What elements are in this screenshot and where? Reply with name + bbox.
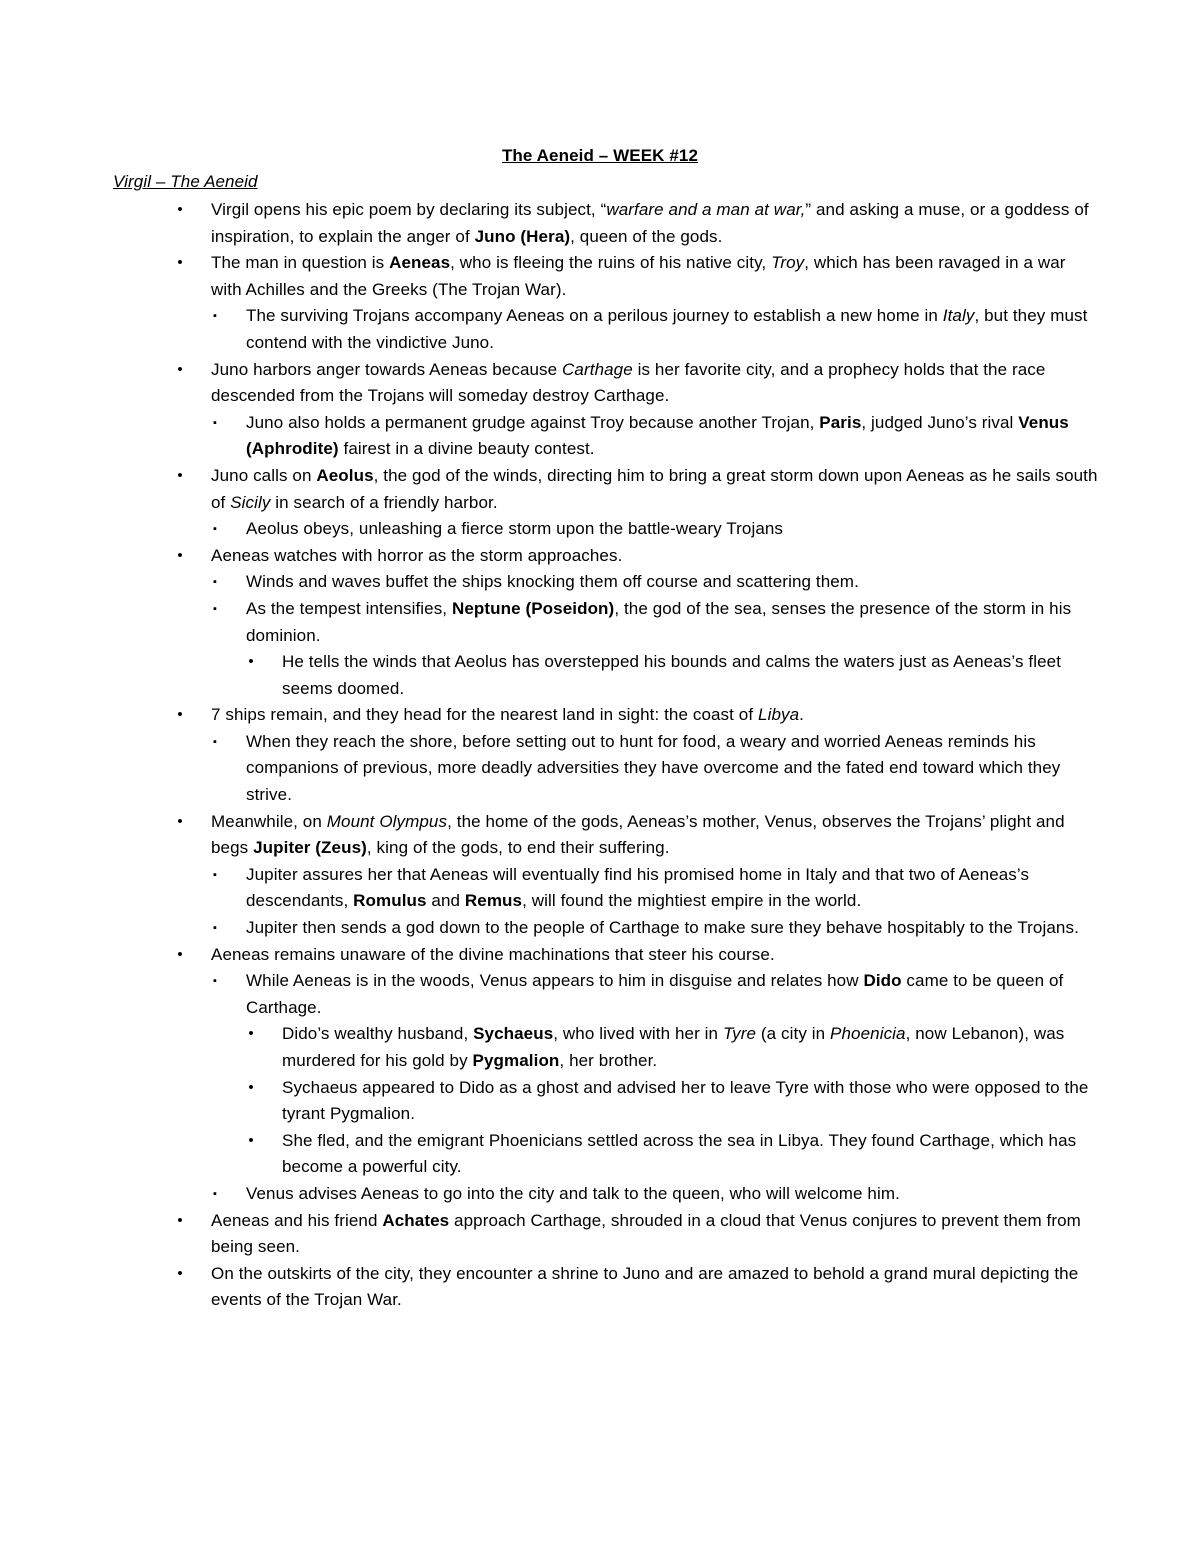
- list-item-text: [211, 809, 1100, 862]
- italic-text: warfare and a man at war,: [606, 200, 806, 219]
- text-run: , judged Juno’s rival: [861, 412, 1019, 432]
- bold-text: Aeolus: [316, 465, 374, 485]
- bullet-icon: •: [177, 812, 183, 830]
- list-item: [0, 1021, 1200, 1074]
- text-run: He tells the winds that Aeolus has overstepped his bounds and calms the waters just as Aeneas’s fleet seems doomed.: [282, 652, 1062, 698]
- italic-text: Carthage: [562, 359, 633, 379]
- list-item-text: [246, 968, 1100, 1021]
- text-run: in search of a friendly harbor.: [270, 492, 498, 512]
- text-run: , now Lebanon), was murdered for his gold by: [282, 1024, 1065, 1070]
- bullet-icon: •: [177, 360, 183, 378]
- text-run: , who lived with her in: [553, 1024, 723, 1044]
- square-bullet-icon: ▪: [213, 868, 217, 881]
- list-item: [0, 729, 1200, 809]
- text-run: .: [799, 705, 804, 725]
- bullet-icon: •: [248, 1078, 254, 1096]
- text-run: Aeneas watches with horror as the storm approaches.: [211, 545, 623, 565]
- bullet-icon: •: [177, 1264, 183, 1282]
- italic-text: Tyre: [722, 1024, 757, 1044]
- text-run: As the tempest intensifies,: [246, 598, 452, 618]
- list-item: [0, 649, 1200, 702]
- bold-text: Dido: [863, 971, 902, 991]
- list-item-text: [211, 250, 1100, 303]
- text-run: While Aeneas is in the woods, Venus appears to him in disguise and relates how: [246, 971, 864, 991]
- list-item: [0, 250, 1200, 303]
- text-run: (a city in: [756, 1024, 831, 1044]
- document-title: The Aeneid – WEEK #12: [501, 146, 699, 165]
- bold-text: Juno (Hera): [474, 226, 571, 246]
- list-item: [0, 1261, 1200, 1314]
- bold-text: Venus (Aphrodite): [246, 412, 1069, 459]
- text-run: Jupiter assures her that Aeneas will eventually find his promised home in Italy and that two of Aeneas’s descendants,: [246, 864, 1030, 911]
- text-run: is her favorite city, and a prophecy holds that the race descended from the Trojans will someday destroy Carthage.: [211, 359, 1046, 406]
- list-item-text: [282, 649, 1100, 702]
- bold-text: Pygmalion: [472, 1051, 560, 1070]
- text-run: Aeneas and his friend: [211, 1210, 383, 1230]
- bullet-icon: •: [177, 201, 183, 218]
- bold-text: Paris: [819, 412, 862, 432]
- list-item: [0, 197, 1200, 250]
- bullet-icon: •: [248, 1025, 254, 1043]
- text-run: 7 ships remain, and they head for the nearest land in sight: the coast of: [211, 705, 759, 725]
- text-run: Jupiter then sends a god down to the people of Carthage to make sure they behave hospitably to the Trojans.: [246, 918, 1079, 938]
- text-run: Virgil opens his epic poem by declaring its subject, “: [211, 200, 607, 219]
- text-run: On the outskirts of the city, they encounter a shrine to Juno and are amazed to behold a grand mural depicting the events of the Trojan War.: [211, 1263, 1079, 1310]
- list-item-text: [211, 543, 1100, 570]
- text-run: , queen of the gods.: [570, 226, 723, 246]
- text-run: Aeolus obeys, unleashing a fierce storm upon the battle-weary Trojans: [246, 519, 784, 539]
- text-run: , the god of the sea, senses the presence of the storm in his dominion.: [246, 598, 1072, 645]
- bold-text: Aeneas: [389, 253, 451, 273]
- bold-text: Sychaeus: [473, 1024, 554, 1044]
- text-run: , who is fleeing the ruins of his native city,: [450, 253, 772, 273]
- bullet-icon: •: [248, 1131, 254, 1149]
- text-run: , the god of the winds, directing him to bring a great storm down upon Aeneas as he sails south of: [211, 465, 1098, 512]
- list-item-text: [246, 596, 1100, 649]
- bullet-icon: •: [177, 254, 183, 272]
- list-item: [0, 543, 1200, 570]
- list-item: [0, 303, 1200, 356]
- text-run: , king of the gods, to end their suffering.: [366, 838, 670, 858]
- list-item-text: [246, 862, 1100, 915]
- list-item-text: [246, 516, 1100, 543]
- list-item-text: [211, 197, 1100, 250]
- text-run: Meanwhile, on: [211, 811, 327, 831]
- text-run: , but they must contend with the vindictive Juno.: [246, 306, 1088, 352]
- text-run: She fled, and the emigrant Phoenicians settled across the sea in Libya. They found Carthage, which has become a powerful city.: [282, 1130, 1077, 1177]
- list-item-text: [282, 1021, 1100, 1074]
- square-bullet-icon: ▪: [213, 602, 217, 615]
- square-bullet-icon: ▪: [213, 416, 217, 429]
- bold-text: Remus: [464, 891, 523, 911]
- square-bullet-icon: ▪: [213, 1187, 217, 1200]
- list-item-text: [211, 357, 1100, 410]
- text-run: Juno calls on: [211, 465, 317, 485]
- bullet-icon: •: [177, 1211, 183, 1229]
- list-item: [0, 410, 1200, 463]
- square-bullet-icon: ▪: [213, 975, 217, 988]
- bold-text: Achates: [382, 1210, 450, 1230]
- bullet-icon: •: [177, 546, 183, 564]
- notes-list: [0, 197, 1200, 1314]
- square-bullet-icon: ▪: [213, 310, 217, 323]
- list-item: [0, 1075, 1200, 1128]
- text-run: Juno harbors anger towards Aeneas because: [211, 359, 563, 379]
- bullet-icon: •: [248, 653, 254, 671]
- list-item: [0, 702, 1200, 729]
- italic-text: Italy: [942, 306, 975, 326]
- list-item: [0, 968, 1200, 1021]
- bullet-icon: •: [177, 466, 183, 484]
- square-bullet-icon: ▪: [213, 576, 217, 589]
- list-item-text: [246, 729, 1100, 809]
- bold-text: Neptune (Poseidon): [451, 598, 615, 618]
- list-item-text: [211, 942, 1100, 969]
- list-item: [0, 1128, 1200, 1181]
- list-item-text: [246, 1181, 1100, 1208]
- list-item-text: [211, 702, 1100, 729]
- list-item-text: [246, 569, 1100, 596]
- text-run: , will found the mightiest empire in the world.: [522, 891, 862, 911]
- list-item-text: [282, 1128, 1100, 1181]
- text-run: Sychaeus appeared to Dido as a ghost and advised her to leave Tyre with those who were opposed to the tyrant Pygmalion.: [282, 1077, 1089, 1124]
- text-run: Winds and waves buffet the ships knocking them off course and scattering them.: [246, 572, 859, 592]
- list-item-text: [282, 1075, 1100, 1128]
- list-item: [0, 516, 1200, 543]
- list-item-text: [246, 410, 1100, 463]
- list-item: [0, 357, 1200, 410]
- list-item: [0, 463, 1200, 516]
- list-item: [0, 862, 1200, 915]
- italic-text: Sicily: [230, 492, 271, 512]
- italic-text: Libya: [758, 705, 800, 725]
- text-run: , the home of the gods, Aeneas’s mother, Venus, observes the Trojans’ plight and begs: [211, 811, 1065, 858]
- bullet-icon: •: [177, 945, 183, 963]
- square-bullet-icon: ▪: [213, 523, 217, 536]
- bold-text: Jupiter (Zeus): [253, 838, 367, 858]
- bold-text: Romulus: [353, 891, 427, 911]
- italic-text: Mount Olympus: [326, 811, 448, 831]
- list-item: [0, 569, 1200, 596]
- text-run: and: [426, 891, 465, 911]
- text-run: When they reach the shore, before setting out to hunt for food, a weary and worried Aeneas reminds his companions of previous, more deadly adversities they have overcome and the fated end toward which they strive.: [246, 731, 1061, 805]
- text-run: The surviving Trojans accompany Aeneas on a perilous journey to establish a new home in: [246, 306, 943, 326]
- text-run: Aeneas remains unaware of the divine machinations that steer his course.: [211, 944, 775, 964]
- list-item: [0, 596, 1200, 649]
- section-heading: Virgil – The Aeneid: [113, 172, 258, 191]
- list-item: [0, 1181, 1200, 1208]
- square-bullet-icon: ▪: [213, 735, 217, 748]
- list-item: [0, 915, 1200, 942]
- list-item-text: [211, 1208, 1100, 1261]
- text-run: Juno also holds a permanent grudge against Troy because another Trojan,: [246, 412, 820, 432]
- list-item: [0, 942, 1200, 969]
- text-run: Venus advises Aeneas to go into the city and talk to the queen, who will welcome him.: [246, 1183, 900, 1203]
- text-run: approach Carthage, shrouded in a cloud that Venus conjures to prevent them from being seen.: [211, 1210, 1081, 1257]
- list-item-text: [211, 463, 1100, 516]
- italic-text: Troy: [771, 253, 805, 273]
- text-run: came to be queen of Carthage.: [246, 971, 1064, 1017]
- list-item: [0, 1208, 1200, 1261]
- text-run: , her brother.: [559, 1051, 658, 1070]
- list-item: [0, 809, 1200, 862]
- text-run: The man in question is: [211, 253, 390, 273]
- bullet-icon: •: [177, 706, 183, 724]
- italic-text: Phoenicia: [830, 1024, 906, 1044]
- text-run: ” and asking a muse, or a goddess of inspiration, to explain the anger of: [211, 200, 1089, 246]
- list-item-text: [246, 303, 1100, 356]
- text-run: Dido’s wealthy husband,: [282, 1024, 474, 1044]
- list-item-text: [211, 1261, 1100, 1314]
- text-run: , which has been ravaged in a war with Achilles and the Greeks (The Trojan War).: [211, 253, 1066, 299]
- square-bullet-icon: ▪: [213, 922, 217, 935]
- list-item-text: [246, 915, 1100, 942]
- text-run: fairest in a divine beauty contest.: [338, 439, 595, 459]
